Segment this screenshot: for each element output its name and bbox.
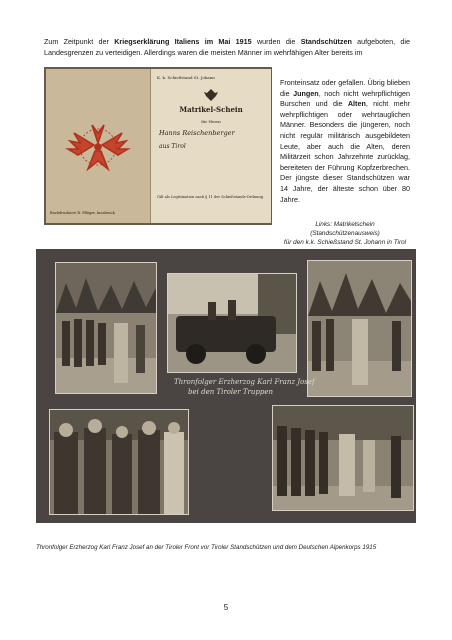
double-eagle-icon [203,87,219,103]
intro-text-2: wurden die [251,37,301,46]
page-number: 5 [223,603,229,612]
document-footer: Gilt als Legitimation nach § 11 der Schießstands-Ordnung [157,195,264,199]
handwritten-annotation [174,377,315,397]
photo-inspection-1 [55,262,157,394]
photos-caption: Thronfolger Erzherzog Karl Franz Josef an der Tiroler Front vor Tiroler Standschützen und dem Deutschen Alpenkorps 1915 [36,544,377,551]
column-bold-2: Alten [347,99,366,109]
photo-officers-closeup [49,409,189,515]
photo-automobile [167,273,297,373]
document-cover [46,69,150,223]
document-caption [280,220,410,247]
column-text-3: , nicht mehr wehrpflichtigen oder wehrtauglichen Männer. Besonders die jüngeren, noch nicht regulär militärisch ausgebildeten Leute, aber auch die Alten, deren Militärzeit schon Jahrzehnte zurücklag, bereiteten der Führung Kopfzerbrechen. Der jüngste dieser Standschützen war 14 Jahre, der älteste schon über 80 Jahre. [280,99,410,204]
intro-text-1: Zum Zeitpunkt der [44,37,115,46]
column-text-2: , noch nicht wehrpflichtigen Burschen und die [280,88,410,109]
column-text-1: Fronteinsatz oder gefallen. Übrig blieben die [280,78,410,98]
intro-text-3: aufgeboten, die Landesgrenzen zu verteidigen. Allerdings waren die meisten Männer im wehrfähigen Alter bereits im [44,37,410,57]
intro-bold-2: Standschützen [300,37,352,46]
document-title: Matrikel-Schein [179,105,243,114]
column-paragraph [280,78,410,205]
handwriting-line-2: bei den Tiroler Truppen [188,388,274,396]
document-for: für Herrn [201,119,221,124]
photo-album-page [36,249,416,523]
matrikelschein-image [44,67,272,225]
intro-paragraph [44,37,410,58]
eagle-emblem-icon [46,69,150,223]
document-printer: Buchdruckerei R. Pfläger, Innsbruck [50,211,115,215]
document-name: Hanns Reischenberger [159,129,235,137]
document-header: K. k. Schießstand St. Johann [157,75,215,80]
intro-bold-1: Kriegserklärung Italiens im Mai 1915 [114,37,252,46]
handwriting-line-1: Thronfolger Erzherzog Karl Franz Josef [174,378,315,386]
document-page [150,69,271,223]
document-caption-line-2: für den k.k. Schießstand St. Johann in Tirol [283,239,407,246]
column-bold-1: Jungen [293,88,319,98]
photo-troop-review [272,405,414,511]
document-caption-line-1: Links: Matrikelschein (Standschützenausweis) [310,221,380,237]
document-place: aus Tirol [159,143,186,150]
photo-inspection-2 [307,260,412,397]
